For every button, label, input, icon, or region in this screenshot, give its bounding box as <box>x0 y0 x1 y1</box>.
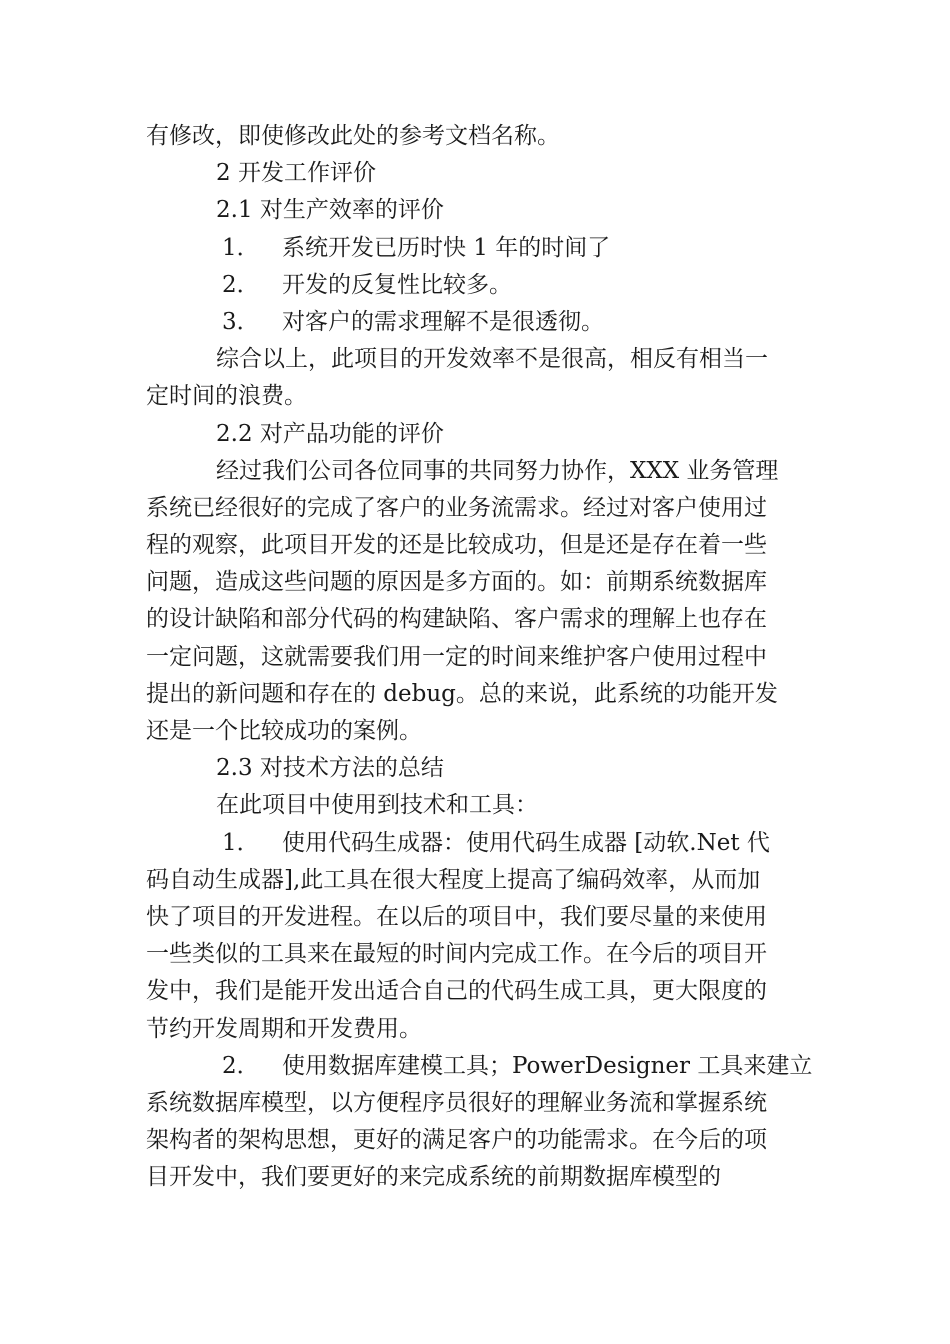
paragraph-line: 程的观察，此项目开发的还是比较成功，但是还是存在着一些 <box>146 532 767 559</box>
list-item-text: 使用数据库建模工具；PowerDesigner 工具来建立 <box>282 1052 813 1079</box>
list-item <box>146 1048 813 1085</box>
list-number: 3． <box>222 308 260 335</box>
subsection-heading: 2.3 对技术方法的总结 <box>216 755 444 782</box>
paragraph-line: 在此项目中使用到技术和工具： <box>216 792 538 819</box>
list-item-text: 开发的反复性比较多。 <box>282 271 512 298</box>
paragraph-line: 目开发中，我们要更好的来完成系统的前期数据库模型的 <box>146 1164 721 1191</box>
list-number: 2． <box>222 1052 260 1079</box>
list-item-text: 系统开发已历时快 1 年的时间了 <box>282 234 611 261</box>
list-item-text: 对客户的需求理解不是很透彻。 <box>282 308 604 335</box>
list-number: 1． <box>222 829 260 856</box>
section-heading: 2 开发工作评价 <box>216 160 376 187</box>
list-item <box>146 304 806 341</box>
paragraph-line: 综合以上，此项目的开发效率不是很高，相反有相当一 <box>216 346 768 373</box>
list-item <box>146 267 806 304</box>
paragraph-line: 系统已经很好的完成了客户的业务流需求。经过对客户使用过 <box>146 494 767 521</box>
paragraph-line: 一些类似的工具来在最短的时间内完成工作。在今后的项目开 <box>146 941 767 968</box>
paragraph-line: 定时间的浪费。 <box>146 383 307 410</box>
subsection-heading: 2.2 对产品功能的评价 <box>216 420 444 447</box>
document-body <box>146 118 813 1196</box>
paragraph-line: 问题，造成这些问题的原因是多方面的。如：前期系统数据库 <box>146 569 767 596</box>
paragraph-line: 码自动生成器],此工具在很大程度上提高了编码效率，从而加 <box>146 866 761 893</box>
paragraph-line: 有修改，即使修改此处的参考文档名称。 <box>146 123 560 149</box>
list-item <box>146 230 806 267</box>
paragraph-line: 的设计缺陷和部分代码的构建缺陷、客户需求的理解上也存在 <box>146 606 767 633</box>
paragraph-line: 经过我们公司各位同事的共同努力协作，XXX 业务管理 <box>216 457 779 484</box>
subsection-heading: 2.1 对生产效率的评价 <box>216 197 444 224</box>
paragraph-line: 架构者的架构思想，更好的满足客户的功能需求。在今后的项 <box>146 1127 767 1154</box>
paragraph-line: 节约开发周期和开发费用。 <box>146 1015 422 1042</box>
paragraph-line: 快了项目的开发进程。在以后的项目中，我们要尽量的来使用 <box>146 903 767 930</box>
list-number: 2． <box>222 271 260 298</box>
list-item-text: 使用代码生成器：使用代码生成器 [动软.Net 代 <box>282 829 770 856</box>
paragraph-line: 还是一个比较成功的案例。 <box>146 718 422 744</box>
list-number: 1． <box>222 234 260 261</box>
paragraph-line: 发中，我们是能开发出适合自己的代码生成工具，更大限度的 <box>146 978 767 1005</box>
paragraph-line: 系统数据库模型，以方便程序员很好的理解业务流和掌握系统 <box>146 1089 767 1116</box>
list-item <box>146 825 806 862</box>
paragraph-line: 提出的新问题和存在的 debug。总的来说，此系统的功能开发 <box>146 680 778 707</box>
paragraph-line: 一定问题，这就需要我们用一定的时间来维护客户使用过程中 <box>146 643 767 670</box>
